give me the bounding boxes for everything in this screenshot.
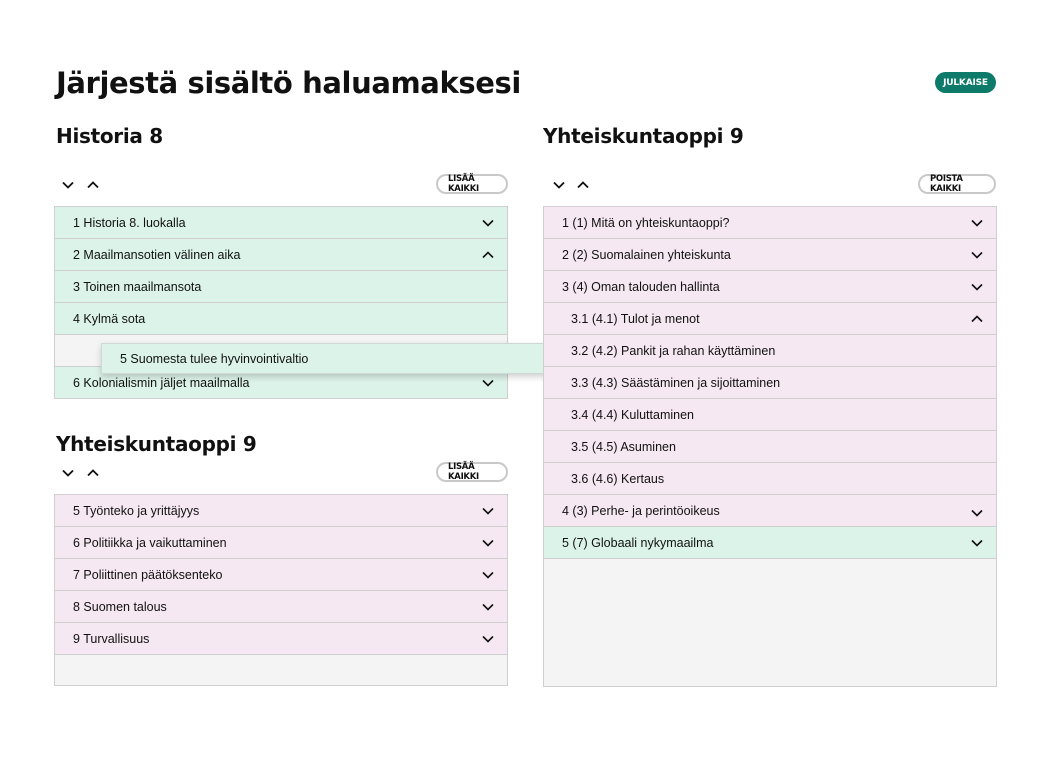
chevron-down-icon <box>552 178 566 192</box>
list-item[interactable] <box>55 623 507 655</box>
list-item[interactable] <box>55 527 507 559</box>
list-subitem[interactable] <box>544 463 996 495</box>
list-item[interactable] <box>55 591 507 623</box>
list-subitem[interactable] <box>544 367 996 399</box>
list-subitem[interactable] <box>544 335 996 367</box>
list-subitem[interactable] <box>544 303 996 335</box>
chevron-down-icon[interactable] <box>970 216 984 230</box>
chevron-down-icon[interactable] <box>481 568 495 582</box>
historia-toolbar <box>56 174 508 196</box>
list-item-label: 6 Kolonialismin jäljet maailmalla <box>73 375 250 390</box>
list-item[interactable] <box>55 271 507 303</box>
list-subitem[interactable] <box>544 431 996 463</box>
collapse-all-button[interactable] <box>57 174 79 196</box>
add-all-button[interactable]: LISÄÄ KAIKKI <box>436 174 508 194</box>
yhteiskuntaoppi-right-list <box>543 206 997 687</box>
publish-button[interactable]: JULKAISE <box>935 72 996 93</box>
list-item-label: 8 Suomen talous <box>73 599 167 614</box>
page-title: Järjestä sisältö haluamaksesi <box>56 66 521 100</box>
chevron-down-icon[interactable] <box>970 248 984 262</box>
dragging-list-item[interactable]: 5 Suomesta tulee hyvinvointivaltio <box>101 343 554 374</box>
list-item-label: 1 (1) Mitä on yhteiskuntaoppi? <box>562 215 730 230</box>
list-item-label: 3.6 (4.6) Kertaus <box>571 471 665 486</box>
chevron-down-icon[interactable] <box>481 216 495 230</box>
section-title-yhteiskuntaoppi-left: Yhteiskuntaoppi 9 <box>56 432 257 456</box>
chevron-up-icon <box>576 178 590 192</box>
chevron-down-icon[interactable] <box>970 536 984 550</box>
remove-all-button[interactable]: POISTA KAIKKI <box>918 174 996 194</box>
chevron-up-icon <box>86 178 100 192</box>
list-item[interactable] <box>55 495 507 527</box>
list-item-label: 4 Kylmä sota <box>73 311 146 326</box>
list-item[interactable] <box>55 207 507 239</box>
list-item[interactable] <box>544 239 996 271</box>
expand-all-button[interactable] <box>572 174 594 196</box>
list-item-label: 3.3 (4.3) Säästäminen ja sijoittaminen <box>571 375 781 390</box>
list-item-label: 2 (2) Suomalainen yhteiskunta <box>562 247 731 262</box>
chevron-down-icon[interactable] <box>481 632 495 646</box>
collapse-all-button[interactable] <box>548 174 570 196</box>
yhteiskuntaoppi-left-toolbar <box>56 462 508 484</box>
add-all-button[interactable]: LISÄÄ KAIKKI <box>436 462 508 482</box>
section-title-yhteiskuntaoppi-right: Yhteiskuntaoppi 9 <box>543 124 744 148</box>
list-item-label: 5 (7) Globaali nykymaailma <box>562 535 714 550</box>
yhteiskuntaoppi-left-list <box>54 494 508 686</box>
list-item-label: 3.5 (4.5) Asuminen <box>571 439 676 454</box>
list-item[interactable] <box>55 303 507 335</box>
list-item-label: 7 Poliittinen päätöksenteko <box>73 567 223 582</box>
chevron-down-icon <box>61 178 75 192</box>
list-subitem[interactable] <box>544 399 996 431</box>
yhteiskuntaoppi-right-toolbar <box>545 174 997 196</box>
list-item[interactable] <box>544 271 996 303</box>
chevron-down-icon[interactable] <box>970 506 984 520</box>
chevron-down-icon <box>61 466 75 480</box>
chevron-down-icon[interactable] <box>481 376 495 390</box>
chevron-down-icon[interactable] <box>481 504 495 518</box>
list-item-label: 9 Turvallisuus <box>73 631 150 646</box>
list-item-label: 1 Historia 8. luokalla <box>73 215 186 230</box>
collapse-all-button[interactable] <box>57 462 79 484</box>
list-item[interactable] <box>544 207 996 239</box>
list-item-label: 3.1 (4.1) Tulot ja menot <box>571 311 700 326</box>
section-title-historia-8: Historia 8 <box>56 124 163 148</box>
chevron-down-icon[interactable] <box>481 536 495 550</box>
list-item-label: 3.2 (4.2) Pankit ja rahan käyttäminen <box>571 343 776 358</box>
list-item-label: 2 Maailmansotien välinen aika <box>73 247 241 262</box>
chevron-up-icon[interactable] <box>970 312 984 326</box>
chevron-down-icon[interactable] <box>970 280 984 294</box>
list-item-label: 5 Työnteko ja yrittäjyys <box>73 503 200 518</box>
chevron-up-icon[interactable] <box>481 248 495 262</box>
list-item-label: 3.4 (4.4) Kuluttaminen <box>571 407 694 422</box>
list-item[interactable] <box>55 239 507 271</box>
list-item[interactable] <box>55 559 507 591</box>
chevron-down-icon[interactable] <box>481 600 495 614</box>
chevron-up-icon <box>86 466 100 480</box>
list-item-label: 3 Toinen maailmansota <box>73 279 202 294</box>
list-item[interactable] <box>544 527 996 559</box>
expand-all-button[interactable] <box>82 174 104 196</box>
list-item-label: 6 Politiikka ja vaikuttaminen <box>73 535 227 550</box>
list-item-label: 4 (3) Perhe- ja perintöoikeus <box>562 503 720 518</box>
expand-all-button[interactable] <box>82 462 104 484</box>
list-item-label: 3 (4) Oman talouden hallinta <box>562 279 720 294</box>
list-item[interactable] <box>544 495 996 527</box>
